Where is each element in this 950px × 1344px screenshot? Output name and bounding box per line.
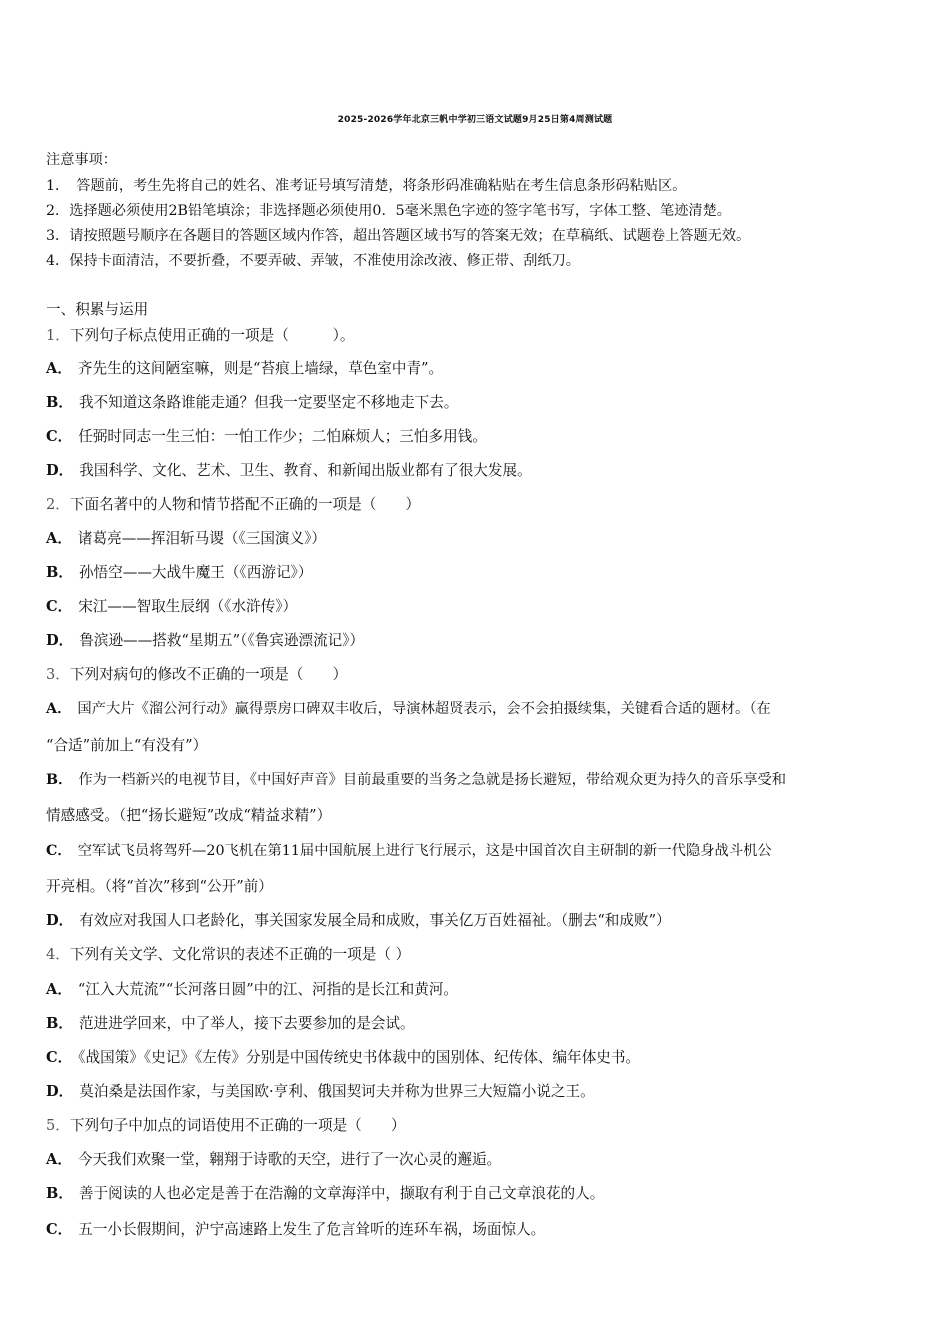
option [46,699,771,719]
option-letter: C． [46,843,72,859]
option [46,427,487,447]
option [46,1184,604,1204]
option [46,980,458,1000]
question-text: 下列句子中加点的词语使用不正确的一项是（ ） [69,1117,406,1134]
option [46,1150,501,1170]
option [46,563,312,583]
option-text: 《战国策》《史记》《左传》分别是中国传统史书体裁中的国别体、纪传体、编年体史书。 [78,1049,641,1066]
option-text: 有效应对我国人口老龄化，事关国家发展全局和成败，事关亿万百姓福祉。（删去“和成败”） [79,912,671,929]
option-letter: B． [46,1185,73,1202]
notice-item: 4．保持卡面清洁，不要折叠，不要弄破、弄皱，不准使用涂改液、修正带、刮纸刀。 [46,253,580,269]
option [46,911,671,931]
option [46,770,786,790]
option-text: 善于阅读的人也必定是善于在浩瀚的文章海洋中，撷取有利于自己文章浪花的人。 [78,1185,605,1202]
notice-item: 3．请按照题号顺序在各题目的答题区域内作答，超出答题区域书写的答案无效；在草稿纸、试题卷上答题无效。 [46,228,751,244]
option [46,393,458,413]
option [46,841,772,861]
question-number: 2． [46,496,70,513]
option-letter: C． [46,1221,73,1238]
question-number: 5． [46,1117,70,1134]
option-letter: D． [46,632,74,649]
section-heading: 一、积累与运用 [46,301,149,318]
option-letter: C． [46,428,73,445]
option-text: 国产大片《溜公河行动》赢得票房口碑双丰收后，导演林超贤表示，会不会拍摄续集，关键看合适的题材。（在 [77,701,771,717]
option-letter: D． [46,912,74,929]
option-text: 诸葛亮——挥泪斩马谡（《三国演义》） [77,530,327,547]
option-letter: C． [46,598,73,615]
notice-item: 1． 答题前，考生先将自己的姓名、准考证号填写清楚，将条形码准确粘贴在考生信息条形码粘贴区。 [46,178,687,194]
option-letter: A． [46,360,72,377]
option-letter: B． [46,394,73,411]
option-letter: D． [46,462,74,479]
option-text: 莫泊桑是法国作家，与美国欧·亨利、俄国契诃夫并称为世界三大短篇小说之王。 [79,1083,595,1100]
option [46,597,297,617]
option [46,1014,415,1034]
option-letter: D． [46,1083,74,1100]
notice-heading: 注意事项： [46,152,117,168]
option [46,359,443,379]
question-text: 下面名著中的人物和情节搭配不正确的一项是（ ） [69,496,421,513]
option-continuation: 情感感受。（把“扬长避短”改成“精益求精”） [46,807,332,824]
option-letter: A． [46,530,72,547]
option-text: 空军试飞员将驾歼—20飞机在第11届中国航展上进行飞行展示，这是中国首次自主研制的新一代隐身战斗机公 [77,843,772,859]
option-text: 任弼时同志一生三怕：一怕工作少；二怕麻烦人；三怕多用钱。 [78,428,487,445]
option-text: 作为一档新兴的电视节目，《中国好声音》目前最重要的当务之急就是扬长避短，带给观众更为持久的音乐享受和 [78,772,787,788]
option-text: 我不知道这条路谁能走通？但我一定要坚定不移地走下去。 [78,394,459,411]
question-number: 1． [46,327,70,344]
option-letter: B． [46,1015,73,1032]
option-text: 五一小长假期间，沪宁高速路上发生了危言耸听的连环车祸，场面惊人。 [78,1221,546,1238]
option-text: “江入大荒流”“长河落日圆”中的江、河指的是长江和黄河。 [77,981,459,998]
option-letter: A． [46,701,72,717]
option-text: 我国科学、文化、艺术、卫生、教育、和新闻出版业都有了很大发展。 [79,462,532,479]
option-text: 孙悟空——大战牛魔王（《西游记》） [78,564,313,581]
option-text: 鲁滨逊——搭救“星期五”（《鲁宾逊漂流记》） [79,632,365,649]
option [46,1082,595,1102]
question-stem [46,945,410,965]
notice-item: 2．选择题必须使用2B铅笔填涂；非选择题必须使用0．5毫米黑色字迹的签字笔书写，字体工整、笔迹清楚。 [46,203,731,219]
question-number: 4． [46,946,70,963]
option-text: 今天我们欢聚一堂，翱翔于诗歌的天空，进行了一次心灵的邂逅。 [77,1151,502,1168]
question-stem [46,495,420,515]
option-letter: A． [46,1151,72,1168]
option-continuation: 开亮相。（将“首次”移到“公开”前） [46,878,273,895]
option-letter: C． [46,1049,73,1066]
option-letter: A． [46,981,72,998]
option-text: 宋江——智取生辰纲（《水浒传》） [78,598,298,615]
page-title: 2025-2026学年北京三帆中学初三语文试题9月25日第4周测试题 [337,115,613,125]
option [46,1048,640,1068]
option-text: 齐先生的这间陋室嘛，则是“苔痕上墙绿，草色室中青”。 [77,360,444,377]
question-text: 下列对病句的修改不正确的一项是（ ） [69,666,348,683]
question-stem [46,326,354,346]
option [46,461,532,481]
question-stem [46,665,347,685]
option [46,631,364,651]
question-text: 下列句子标点使用正确的一项是（ ）。 [69,327,355,344]
option-continuation: “合适”前加上“有没有”） [46,737,208,754]
question-number: 3． [46,666,70,683]
question-text: 下列有关文学、文化常识的表述不正确的一项是（ ） [69,946,411,963]
option [46,529,326,549]
option-letter: B． [46,564,73,581]
option-text: 范进进学回来，中了举人，接下去要参加的是会试。 [78,1015,415,1032]
question-stem [46,1116,406,1136]
option [46,1220,545,1240]
option-letter: B． [46,772,73,788]
